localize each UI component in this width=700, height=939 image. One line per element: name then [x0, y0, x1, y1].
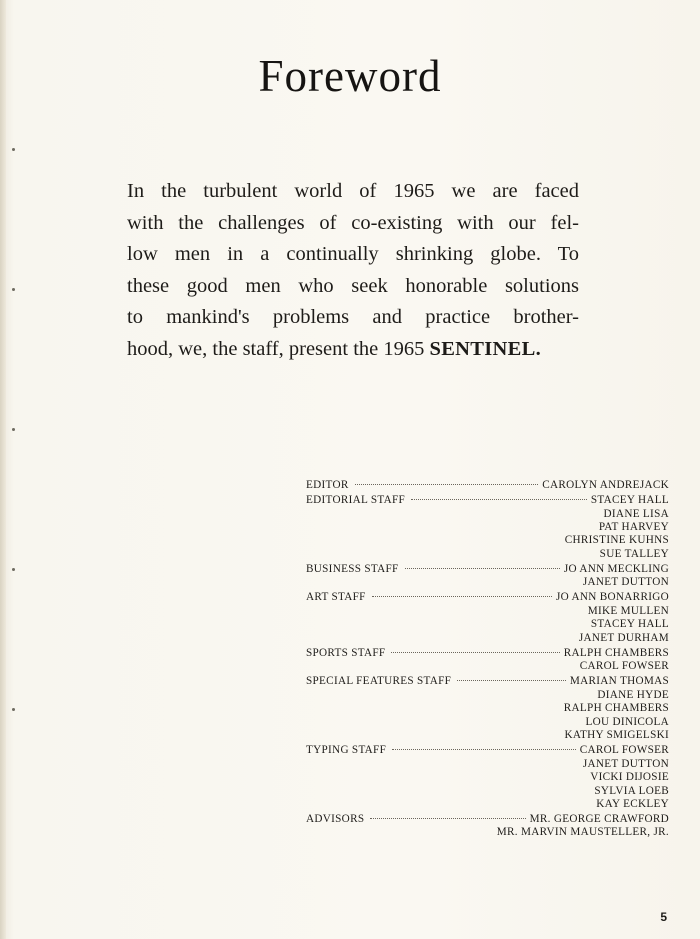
staff-name: SYLVIA LOEB — [594, 784, 669, 797]
staff-role: SPECIAL FEATURES STAFF — [306, 675, 452, 688]
staff-role-row — [306, 647, 669, 660]
dot-leader — [391, 652, 559, 653]
staff-list — [306, 479, 669, 842]
yearbook-name: SENTINEL. — [429, 337, 542, 360]
dot-leader — [355, 484, 539, 485]
paragraph-line-last — [127, 334, 579, 366]
staff-name: RALPH CHAMBERS — [563, 646, 669, 659]
page-title: Foreword — [258, 51, 442, 101]
staff-name: LOU DINICOLA — [585, 715, 669, 728]
staff-name: CHRISTINE KUHNS — [564, 534, 669, 547]
staff-name: KATHY SMIGELSKI — [564, 729, 669, 742]
foreword-paragraph — [127, 176, 579, 365]
staff-name: CAROL FOWSER — [579, 744, 669, 757]
staff-name: CAROLYN ANDREJACK — [542, 479, 669, 491]
dot-leader — [411, 499, 587, 500]
staff-name: RALPH CHAMBERS — [563, 702, 669, 715]
staff-group — [306, 494, 669, 561]
staff-role: EDITORIAL STAFF — [306, 494, 406, 507]
page-number: 5 — [660, 910, 667, 924]
staff-name: JANET DUTTON — [582, 757, 669, 770]
staff-group — [306, 675, 669, 742]
dot-leader — [392, 749, 576, 750]
staff-name: STACEY HALL — [590, 618, 669, 631]
binding-mark — [12, 428, 15, 431]
staff-name: JANET DURHAM — [578, 631, 669, 644]
staff-name: MR. MARVIN MAUSTELLER, JR. — [496, 826, 669, 839]
staff-role: BUSINESS STAFF — [306, 562, 399, 575]
dot-leader — [405, 568, 560, 569]
paragraph-line: In the turbulent world of 1965 we are faced — [127, 180, 579, 202]
staff-role-row — [306, 494, 669, 507]
dot-leader — [372, 596, 552, 597]
paragraph-line: these good men who seek honorable solutions — [127, 274, 579, 297]
paragraph-line: with the challenges of co-existing with our fel- — [127, 211, 579, 234]
staff-name: MIKE MULLEN — [587, 604, 669, 617]
binding-mark — [12, 568, 15, 571]
staff-role-row — [306, 591, 669, 604]
staff-name: DIANE HYDE — [597, 688, 669, 701]
staff-name: JO ANN MECKLING — [563, 562, 669, 575]
staff-group — [306, 744, 669, 811]
binding-mark — [12, 288, 15, 291]
staff-name: DIANE LISA — [603, 507, 669, 520]
staff-name: CAROL FOWSER — [579, 660, 669, 673]
staff-name: KAY ECKLEY — [596, 797, 669, 810]
binding-mark — [12, 708, 15, 711]
paragraph-line: low men in a continually shrinking globe. To — [127, 243, 579, 265]
staff-name: MR. GEORGE CRAWFORD — [529, 813, 669, 826]
staff-name: VICKI DIJOSIE — [590, 771, 669, 784]
staff-role: ART STAFF — [306, 591, 366, 604]
staff-role: SPORTS STAFF — [306, 646, 386, 659]
staff-name: PAT HARVEY — [598, 520, 669, 533]
binding-mark — [12, 148, 15, 151]
staff-name: SUE TALLEY — [599, 547, 669, 560]
binding-edge — [0, 0, 6, 939]
staff-role-row — [306, 744, 669, 757]
dot-leader — [457, 680, 566, 681]
staff-name: STACEY HALL — [590, 494, 669, 507]
staff-group — [306, 563, 669, 590]
staff-group — [306, 647, 669, 674]
staff-role-row — [306, 813, 669, 826]
staff-name: MARIAN THOMAS — [569, 675, 669, 688]
staff-group — [306, 479, 669, 492]
paragraph-line: hood, we, the staff, present the 1965 — [127, 337, 425, 360]
staff-role: EDITOR — [306, 479, 349, 491]
staff-role-row — [306, 479, 669, 492]
staff-group — [306, 813, 669, 840]
staff-role-row — [306, 563, 669, 576]
staff-name: JO ANN BONARRIGO — [556, 591, 669, 604]
staff-role: ADVISORS — [306, 813, 365, 826]
staff-group — [306, 591, 669, 645]
staff-role: TYPING STAFF — [306, 744, 387, 757]
paragraph-line: to mankind's problems and practice brother- — [127, 306, 579, 328]
dot-leader — [370, 818, 525, 819]
staff-name: JANET DUTTON — [582, 576, 669, 589]
staff-role-row — [306, 675, 669, 688]
